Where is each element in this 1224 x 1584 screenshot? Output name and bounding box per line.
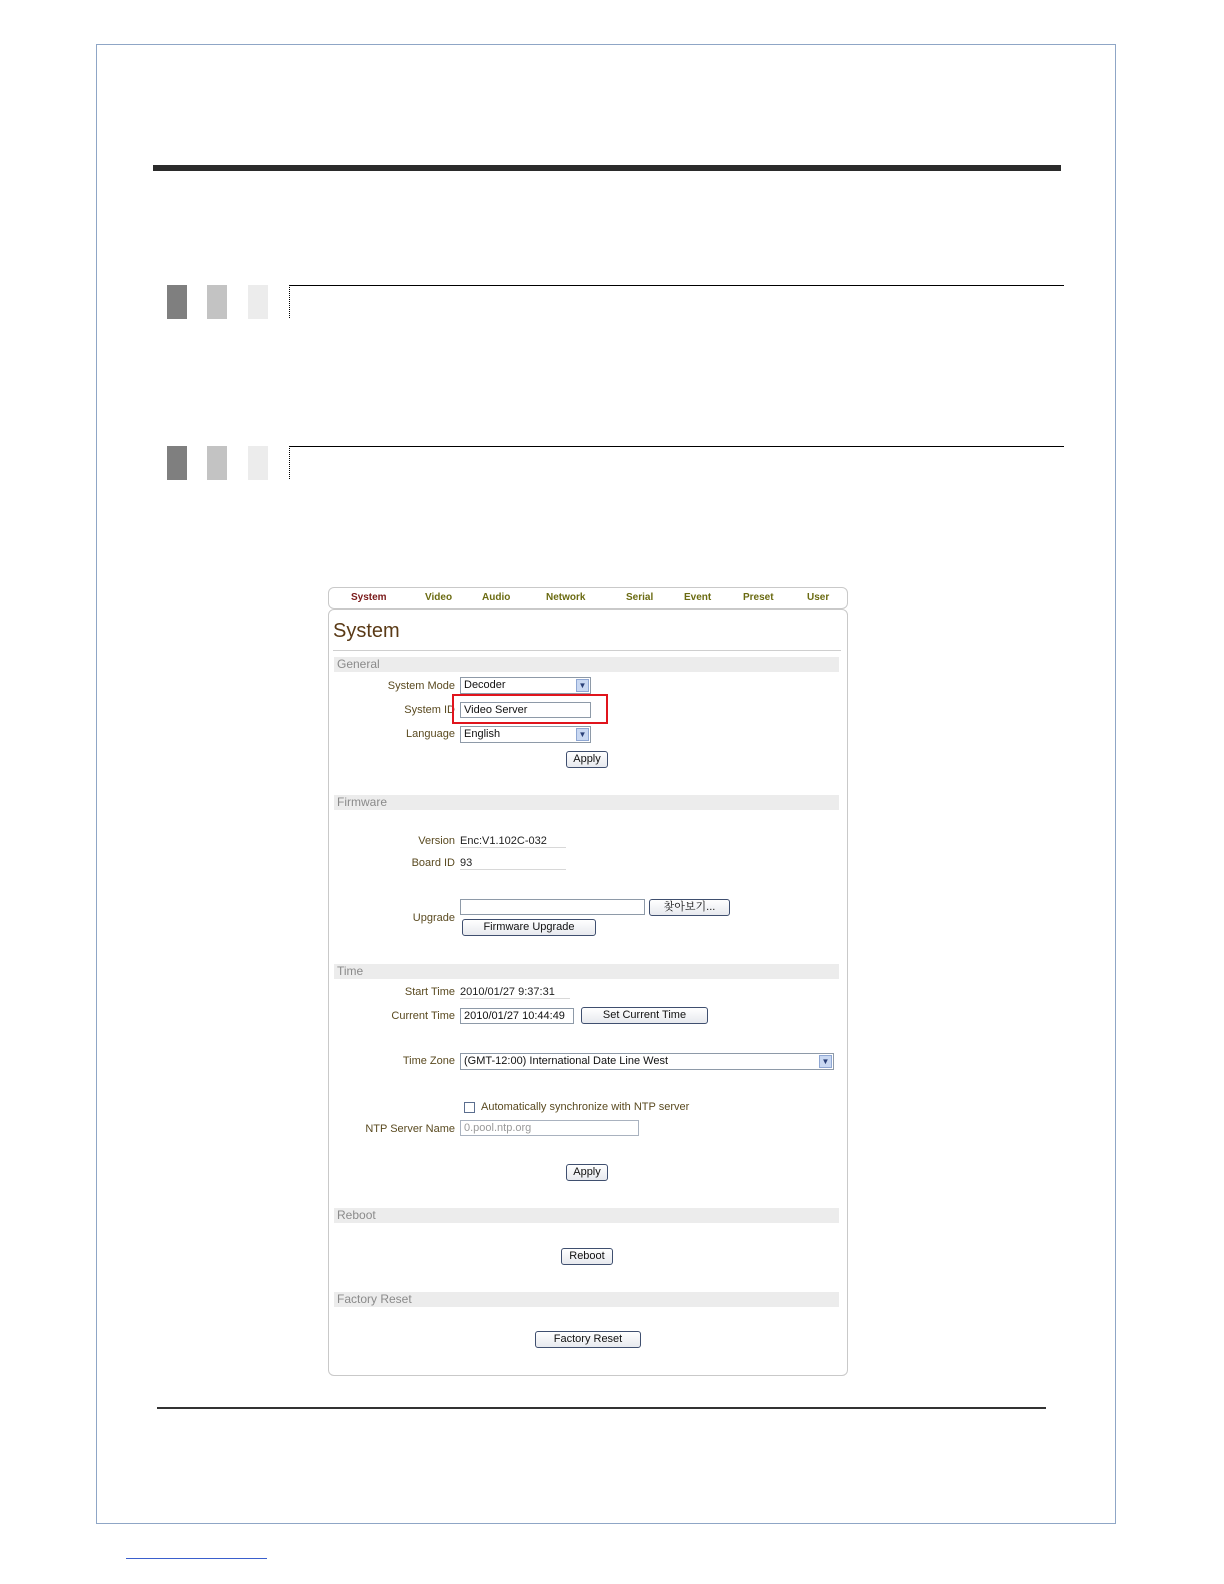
section-line (289, 446, 1064, 447)
marker-square-light (248, 446, 268, 480)
tab-video[interactable]: Video (425, 592, 453, 603)
system-id-label: System ID (404, 704, 455, 716)
tab-serial[interactable]: Serial (626, 592, 654, 603)
start-time-label: Start Time (404, 986, 455, 998)
ntp-sync-checkbox[interactable] (464, 1102, 475, 1113)
language-value: English (464, 728, 501, 740)
page-title: System (333, 620, 400, 642)
section-vertical-dots (289, 446, 291, 479)
general-apply-button[interactable]: Apply (566, 751, 608, 768)
highlight-box (452, 694, 608, 724)
section-vertical-dots (289, 285, 291, 318)
section-header-1 (167, 285, 1064, 321)
marker-square-light (248, 285, 268, 319)
section-line (289, 285, 1064, 286)
tab-network[interactable]: Network (546, 592, 586, 603)
system-id-input[interactable]: Video Server (460, 702, 591, 718)
chevron-down-icon[interactable]: ▼ (576, 728, 589, 741)
firmware-upgrade-button[interactable]: Firmware Upgrade (462, 919, 596, 936)
tab-audio[interactable]: Audio (482, 592, 511, 603)
start-time-value: 2010/01/27 9:37:31 (460, 986, 570, 999)
tab-user[interactable]: User (807, 592, 830, 603)
system-mode-value: Decoder (464, 679, 506, 691)
tab-bar (328, 587, 848, 609)
language-select[interactable] (460, 726, 591, 743)
general-heading: General (334, 657, 839, 672)
ntp-server-input[interactable]: 0.pool.ntp.org (460, 1120, 639, 1136)
header-rule (153, 165, 1061, 171)
marker-square-dark (167, 446, 187, 480)
tab-event[interactable]: Event (684, 592, 712, 603)
set-current-time-button[interactable]: Set Current Time (581, 1007, 708, 1024)
current-time-label: Current Time (391, 1010, 455, 1022)
marker-square-mid (207, 285, 227, 319)
tab-preset[interactable]: Preset (743, 592, 774, 603)
factory-reset-heading: Factory Reset (334, 1292, 839, 1307)
board-id-value: 93 (460, 857, 566, 870)
title-divider (333, 650, 841, 651)
tab-system[interactable]: System (351, 592, 387, 603)
time-zone-select[interactable] (460, 1053, 834, 1070)
ntp-sync-label: Automatically synchronize with NTP server (481, 1101, 690, 1113)
time-apply-button[interactable]: Apply (566, 1164, 608, 1181)
reboot-button[interactable]: Reboot (561, 1248, 613, 1265)
marker-square-mid (207, 446, 227, 480)
browse-button[interactable]: 찾아보기... (649, 899, 730, 916)
system-mode-select[interactable] (460, 677, 591, 694)
section-header-2 (167, 446, 1064, 482)
language-label: Language (406, 728, 455, 740)
reboot-heading: Reboot (334, 1208, 839, 1223)
ntp-server-label: NTP Server Name (365, 1123, 455, 1135)
chevron-down-icon[interactable]: ▼ (819, 1055, 832, 1068)
time-zone-value: (GMT-12:00) International Date Line West (464, 1055, 669, 1067)
chevron-down-icon[interactable]: ▼ (576, 679, 589, 692)
footer-link-underline (126, 1558, 267, 1559)
board-id-label: Board ID (411, 857, 455, 869)
current-time-input[interactable]: 2010/01/27 10:44:49 (460, 1008, 574, 1024)
time-heading: Time (334, 964, 839, 979)
footer-rule (157, 1407, 1046, 1409)
marker-square-dark (167, 285, 187, 319)
firmware-file-input[interactable] (460, 899, 645, 915)
system-settings-screenshot (328, 587, 848, 1376)
version-label: Version (418, 835, 455, 847)
settings-panel (328, 609, 848, 1376)
firmware-heading: Firmware (334, 795, 839, 810)
time-zone-label: Time Zone (402, 1055, 455, 1067)
upgrade-label: Upgrade (412, 912, 455, 924)
factory-reset-button[interactable]: Factory Reset (535, 1331, 641, 1348)
system-mode-label: System Mode (387, 680, 455, 692)
version-value: Enc:V1.102C-032 (460, 835, 566, 848)
